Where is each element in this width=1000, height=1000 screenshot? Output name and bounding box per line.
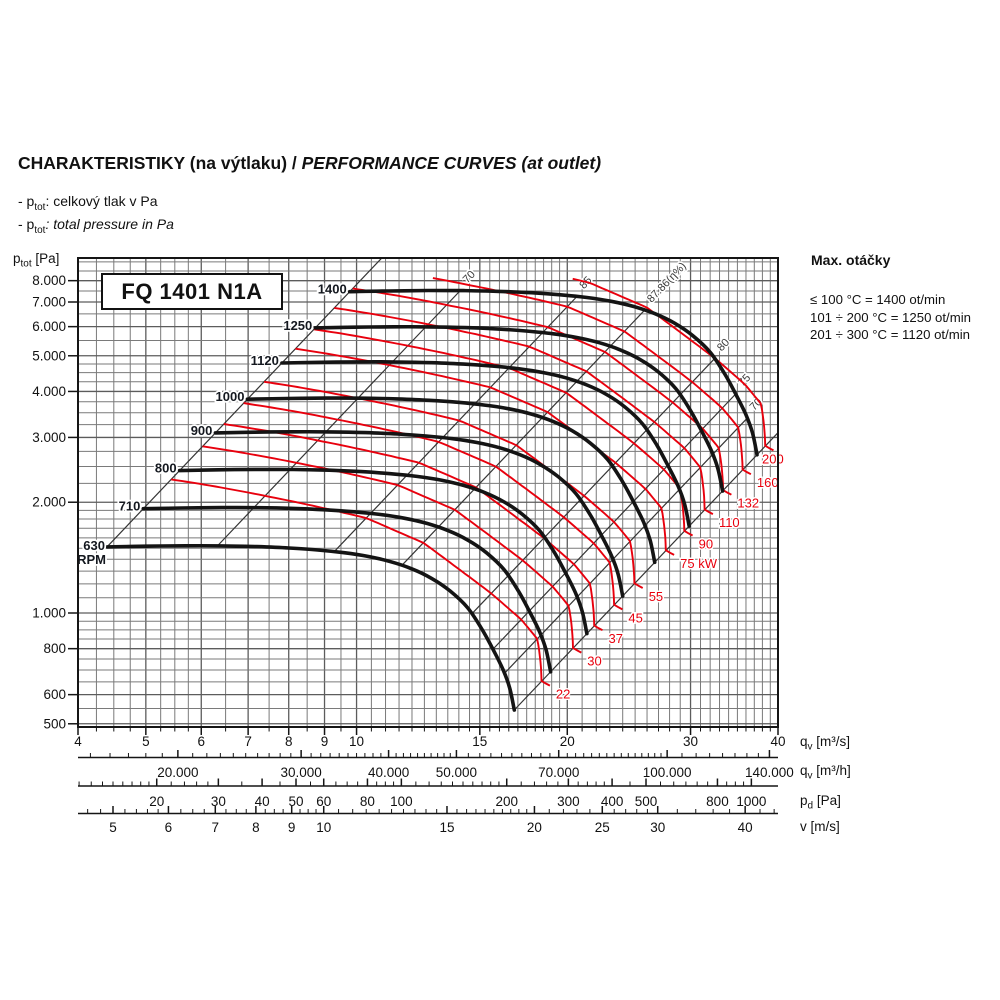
page-title-cz: CHARAKTERISTIKY (na výtlaku) <box>18 153 288 173</box>
efficiency-label: 70 <box>460 268 478 286</box>
rpm-curve-800 <box>180 469 587 633</box>
x-tick-label: 30.000 <box>280 765 322 780</box>
x-tick-label: 400 <box>600 794 624 809</box>
x-tick-label: 1000 <box>736 794 767 809</box>
power-label-55kw: 55 <box>648 588 664 604</box>
x-tick-label: 25 <box>594 820 610 835</box>
page-title <box>18 153 601 174</box>
rpm-label-1250: 1250 <box>283 317 313 333</box>
x-tick-label: 7 <box>244 734 252 749</box>
x-tick-label: 8 <box>284 734 293 749</box>
x-tick-label: 40 <box>737 820 753 835</box>
x-tick-label: 30 <box>210 794 226 809</box>
x-tick-label: 9 <box>320 734 329 749</box>
power-label-22kw: 22 <box>555 686 571 702</box>
x-tick-label: 20.000 <box>157 765 199 780</box>
power-label-132kw: 132 <box>737 495 760 511</box>
x-tick-label: 40 <box>254 794 270 809</box>
x-tick-label: 500 <box>634 794 658 809</box>
y-tick-label: 8.000 <box>32 273 66 289</box>
page-title-en: PERFORMANCE CURVES (at outlet) <box>301 153 602 173</box>
x-axis-title-m3h: $q_v$ [m³/h] <box>800 763 851 782</box>
notes <box>18 193 174 240</box>
x-axis-m3s <box>74 727 785 749</box>
x-tick-label: 6 <box>197 734 206 749</box>
x-axis-title-pd: $p_d$ [Pa] <box>800 793 841 812</box>
rpm-label-900: 900 <box>190 422 213 438</box>
power-label-30kw: 30 <box>587 653 602 669</box>
x-tick-label: 70.000 <box>538 765 580 780</box>
note-ptot-en: - $p_{tot}$: total pressure in Pa <box>18 216 174 237</box>
x-tick-label: 5 <box>142 734 150 749</box>
power-label-37kw: 37 <box>608 631 624 647</box>
y-tick-label: 600 <box>43 687 66 703</box>
rpm-label-1120: 1120 <box>250 353 279 369</box>
x-tick-label: 40 <box>770 734 786 749</box>
efficiency-label: 80 <box>714 336 733 354</box>
y-tick-label: 1.000 <box>32 605 66 621</box>
model-designation-box <box>101 273 283 310</box>
note-ptot-cz: - $p_{tot}$: celkový tlak v Pa <box>18 193 158 213</box>
y-tick-label: 5.000 <box>32 348 66 364</box>
x-tick-label: 200 <box>495 794 518 809</box>
x-tick-label: 9 <box>287 820 296 835</box>
y-tick-label: 800 <box>43 641 66 657</box>
y-tick-label: 4.000 <box>32 383 66 399</box>
x-tick-label: 8 <box>252 820 260 835</box>
efficiency-label: 70 <box>747 396 765 414</box>
x-tick-label: 15 <box>439 820 455 835</box>
x-tick-label: 50 <box>288 794 304 809</box>
x-tick-label: 800 <box>706 794 729 809</box>
max-speed-line-1: ≤ 100 °C = 1400 ot/min <box>810 292 946 307</box>
x-axis-title-m3s: $q_v$ [m³/s] <box>800 734 851 753</box>
x-tick-label: 5 <box>109 820 117 835</box>
power-label-90kw: 90 <box>698 536 714 552</box>
model-designation: FQ 1401 N1A <box>121 278 263 304</box>
max-speed-legend <box>810 291 971 344</box>
y-tick-label: 6.000 <box>32 319 66 335</box>
x-tick-label: 40.000 <box>367 765 410 780</box>
max-speed-title: Max. otáčky <box>811 252 891 268</box>
power-curve-37kw <box>224 424 603 630</box>
rpm-label-710: 710 <box>118 498 141 514</box>
rpm-curve-630 <box>107 546 514 710</box>
x-tick-label: 80 <box>359 794 375 809</box>
x-tick-label: 60 <box>316 794 332 809</box>
x-tick-label: 15 <box>472 734 488 749</box>
y-tick-label: 3.000 <box>32 429 66 445</box>
x-axis-title-v: v [m/s] <box>800 819 840 834</box>
efficiency-label: 85 <box>577 274 595 292</box>
y-tick-label: 2.000 <box>32 494 66 510</box>
power-label-110kw: 110 <box>718 515 740 531</box>
power-label-200kw: 200 <box>762 451 784 467</box>
x-tick-label: 100 <box>390 794 413 809</box>
y-tick-label: 500 <box>43 716 66 732</box>
rpm-label-1000: 1000 <box>215 389 245 405</box>
x-tick-label: 20 <box>526 820 542 835</box>
y-axis <box>32 273 77 731</box>
x-tick-label: 300 <box>557 794 580 809</box>
page-title-separator: / <box>287 153 302 173</box>
x-tick-label: 50.000 <box>435 765 478 780</box>
x-tick-label: 20 <box>559 734 575 749</box>
x-tick-label: 4 <box>74 734 82 749</box>
max-speed-line-3: 201 ÷ 300 °C = 1120 ot/min <box>810 327 970 343</box>
power-label-45kw: 45 <box>628 610 643 626</box>
x-tick-label: 6 <box>164 820 173 835</box>
x-tick-label: 20 <box>149 794 165 809</box>
y-axis-title: $p_{tot}$ [Pa] <box>13 251 60 270</box>
power-label-160kw: 160 <box>756 475 779 491</box>
x-tick-label: 140.000 <box>745 765 794 780</box>
x-axis-m3h <box>78 750 794 780</box>
x-axis-v <box>78 806 778 835</box>
rpm-label-630: 630 <box>83 537 105 553</box>
x-tick-label: 10 <box>349 734 365 749</box>
rpm-label-1400: 1400 <box>317 281 347 297</box>
rpm-label-800: 800 <box>154 460 177 476</box>
x-axis-pd <box>78 779 778 810</box>
x-tick-label: 7 <box>211 820 220 835</box>
efficiency-label: 87.86(η%) <box>645 260 689 306</box>
x-tick-label: 100.000 <box>642 765 692 780</box>
power-label-75kw: 75 kW <box>680 555 717 571</box>
x-tick-label: 30 <box>683 734 699 749</box>
x-tick-label: 30 <box>650 820 666 835</box>
power-curves <box>171 278 773 685</box>
rpm-unit-label: RPM <box>77 551 106 567</box>
max-speed-line-2: 101 ÷ 200 °C = 1250 ot/min <box>810 309 971 325</box>
efficiency-label: 75 <box>736 371 754 390</box>
y-tick-label: 7.000 <box>32 294 66 310</box>
x-tick-label: 10 <box>316 820 332 835</box>
